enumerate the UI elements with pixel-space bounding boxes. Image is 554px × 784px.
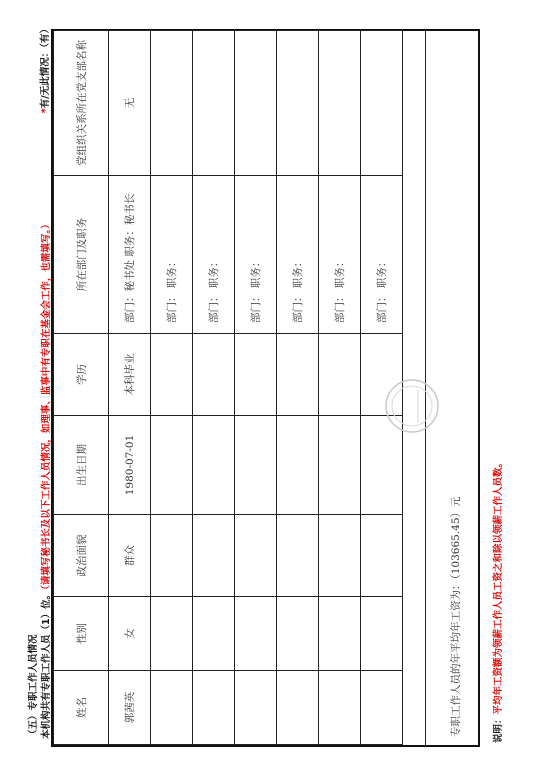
cell-department: 部门： 职务： bbox=[235, 176, 277, 334]
cell-birth: 1980-07-01 bbox=[109, 416, 151, 515]
cell-party: 无 bbox=[109, 31, 151, 176]
cell-political bbox=[151, 515, 193, 597]
cell-department: 部门： 职务： bbox=[193, 176, 235, 334]
cell-political bbox=[193, 515, 235, 597]
cell-party bbox=[151, 31, 193, 176]
cell-gender bbox=[361, 597, 403, 671]
cell-name bbox=[277, 671, 319, 745]
header-name: 姓名 bbox=[54, 671, 109, 745]
staff-table bbox=[53, 30, 403, 745]
cell-gender bbox=[277, 597, 319, 671]
cell-name bbox=[361, 671, 403, 745]
cell-gender bbox=[193, 597, 235, 671]
cell-party bbox=[193, 31, 235, 176]
cell-name bbox=[235, 671, 277, 745]
table-row bbox=[151, 31, 193, 745]
cell-department: 部门：秘书处 职务：秘书长 bbox=[109, 176, 151, 334]
table-row bbox=[277, 31, 319, 745]
seal-stamp-icon bbox=[382, 376, 442, 436]
cell-party bbox=[277, 31, 319, 176]
cell-name bbox=[319, 671, 361, 745]
cell-political bbox=[361, 515, 403, 597]
table-row bbox=[109, 31, 151, 745]
footnote-text: 平均年工资额为领薪工作人员工资之和除以领薪工作人员数。 bbox=[493, 457, 504, 715]
cell-party bbox=[319, 31, 361, 176]
staff-count-prefix: 本机构共有专职工作人员（1）位。 bbox=[41, 589, 52, 739]
cell-department: 部门： 职务： bbox=[151, 176, 193, 334]
cell-education bbox=[193, 334, 235, 416]
table-row bbox=[193, 31, 235, 745]
cell-gender: 女 bbox=[109, 597, 151, 671]
cell-political bbox=[235, 515, 277, 597]
cell-birth bbox=[319, 416, 361, 515]
cell-gender bbox=[319, 597, 361, 671]
cell-name bbox=[151, 671, 193, 745]
table-header-row bbox=[54, 31, 109, 745]
required-star: * bbox=[40, 108, 51, 114]
cell-education: 本科毕业 bbox=[109, 334, 151, 416]
header-birth-date: 出生日期 bbox=[54, 416, 109, 515]
header-party-branch: 党组织关系所在党支部名称 bbox=[54, 31, 109, 176]
has-or-not-indicator bbox=[37, 24, 51, 113]
cell-department: 部门： 职务： bbox=[277, 176, 319, 334]
cell-name bbox=[193, 671, 235, 745]
staff-count-instruction: （请填写秘书长及以下工作人员情况，如理事、监事中有专职在基金会工作，也需填写。） bbox=[41, 219, 52, 590]
average-salary-text: 专职工作人员的年平均年工资为：（103665.45）元 bbox=[450, 496, 462, 737]
cell-birth bbox=[235, 416, 277, 515]
cell-birth bbox=[277, 416, 319, 515]
cell-education bbox=[277, 334, 319, 416]
cell-party bbox=[235, 31, 277, 176]
table-row bbox=[319, 31, 361, 745]
cell-political bbox=[277, 515, 319, 597]
footnote-label: 说明： bbox=[493, 714, 504, 743]
table-row bbox=[235, 31, 277, 745]
cell-birth bbox=[151, 416, 193, 515]
cell-name: 郭茜英 bbox=[109, 671, 151, 745]
header-department-position: 所在部门及职务 bbox=[54, 176, 109, 334]
cell-party bbox=[361, 31, 403, 176]
staff-count-line bbox=[38, 219, 52, 739]
cell-political: 群众 bbox=[109, 515, 151, 597]
cell-education bbox=[151, 334, 193, 416]
section-title: （五）专职工作人员情况 bbox=[28, 634, 39, 739]
header-political-status: 政治面貌 bbox=[54, 515, 109, 597]
cell-political bbox=[319, 515, 361, 597]
cell-gender bbox=[235, 597, 277, 671]
cell-birth bbox=[193, 416, 235, 515]
header-gender: 性别 bbox=[54, 597, 109, 671]
cell-department: 部门： 职务： bbox=[361, 176, 403, 334]
header-education: 学历 bbox=[54, 334, 109, 416]
footnote bbox=[490, 458, 504, 743]
cell-department: 部门： 职务： bbox=[319, 176, 361, 334]
has-or-not-label: 有/无此情况：（有） bbox=[40, 24, 51, 109]
cell-education bbox=[235, 334, 277, 416]
cell-education bbox=[319, 334, 361, 416]
cell-gender bbox=[151, 597, 193, 671]
